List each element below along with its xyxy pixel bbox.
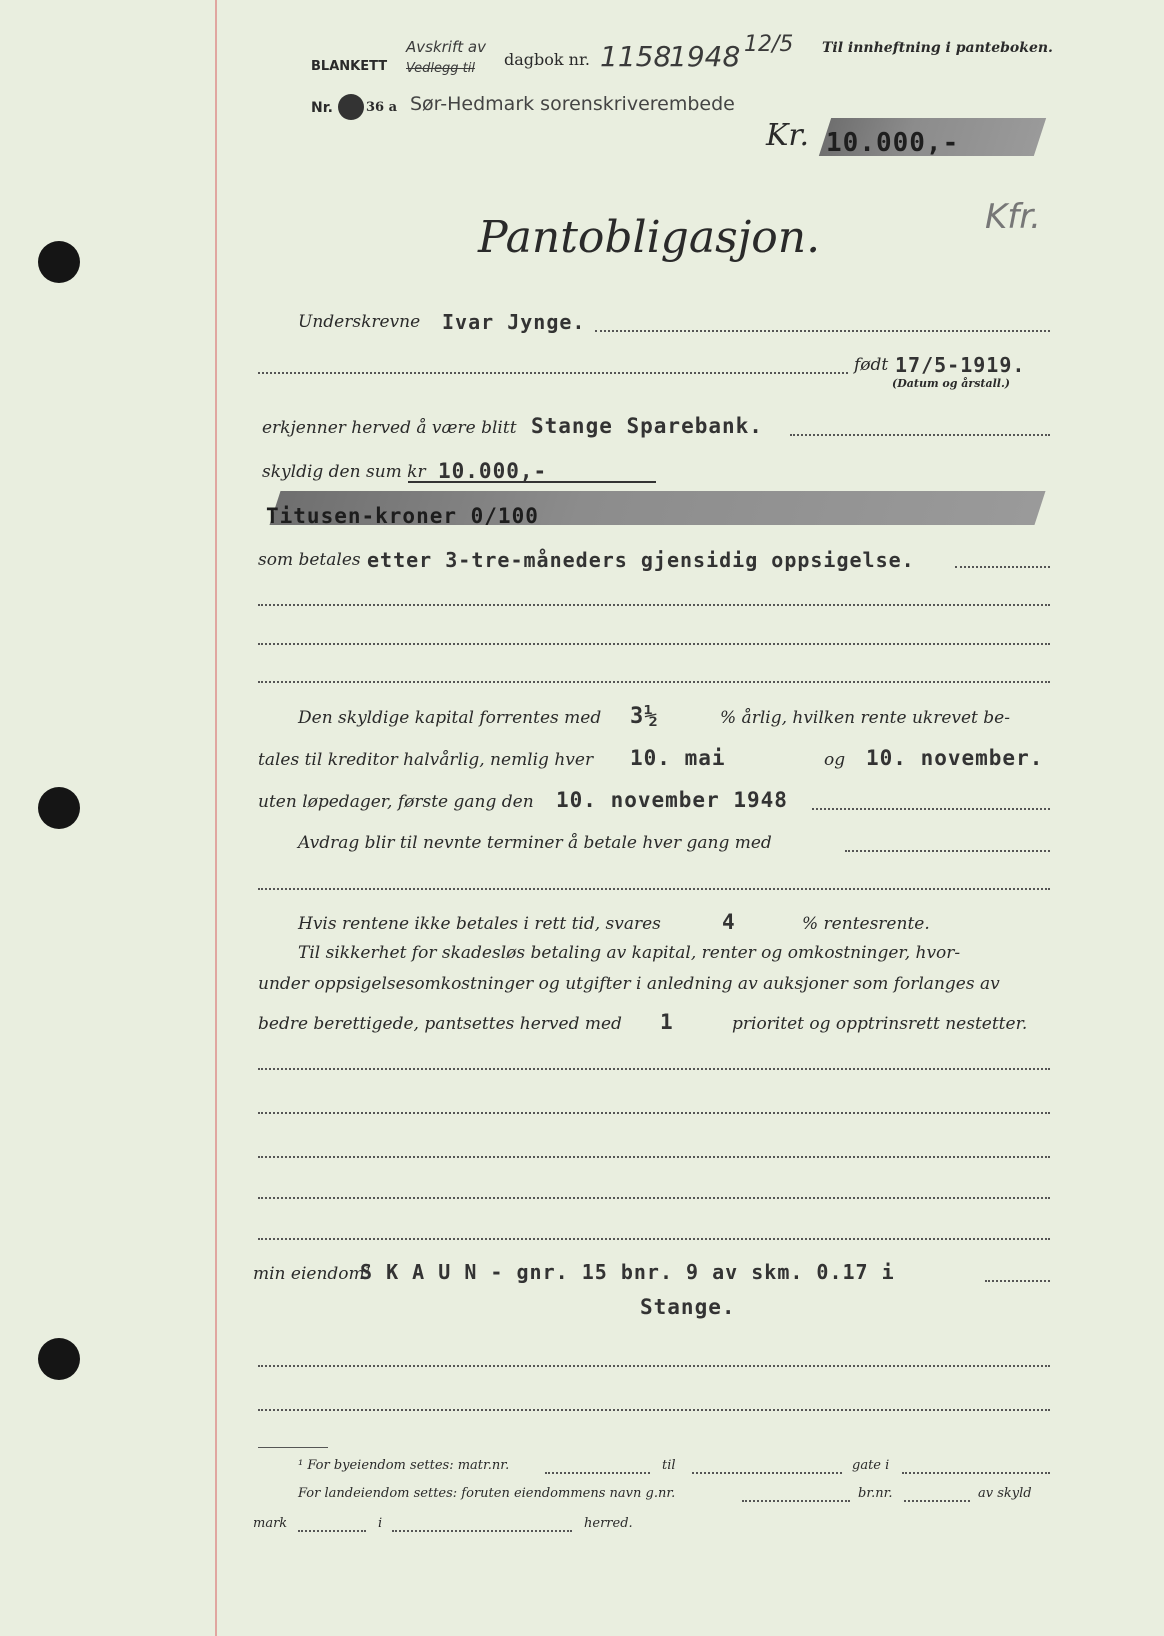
- page-title: Pantobligasjon.: [478, 212, 821, 263]
- kr-amount: 10.000,-: [826, 128, 960, 158]
- office-name: Sør-Hedmark sorenskriverembede: [410, 93, 735, 115]
- creditor-fill: [790, 434, 1050, 436]
- year: 1948: [669, 40, 741, 73]
- security-line-4: [258, 1197, 1050, 1199]
- hvis-b: % rentesrente.: [802, 914, 930, 934]
- footnote-1-gate: gate i: [852, 1458, 890, 1473]
- blankett-label: BLANKETT: [311, 59, 388, 74]
- innheftning-note: Til innheftning i panteboken.: [822, 40, 1053, 56]
- interest-line1-a: Den skyldige kapital forrentes med: [298, 708, 602, 728]
- kfr-note: Kfr.: [985, 197, 1041, 237]
- footnote-1-fill-2: [692, 1472, 842, 1474]
- footnote-3-i: i: [378, 1516, 383, 1531]
- sikkerhet-2: under oppsigelsesomkostninger og utgifter i anledning av auksjoner som forlanges av: [258, 974, 1000, 994]
- first-date-fill: [812, 808, 1050, 810]
- interest-rate: 3½: [630, 704, 659, 729]
- underskrevne-fill: [595, 330, 1050, 332]
- footnote-2-fill-1: [742, 1500, 850, 1502]
- property-line-4: [258, 1409, 1050, 1411]
- footnote-1a: ¹ For byeiendom settes: matr.nr.: [298, 1458, 510, 1473]
- date-mark: 12/5: [744, 32, 794, 57]
- creditor-name: Stange Sparebank.: [531, 414, 763, 438]
- punch-hole-middle: [38, 787, 80, 829]
- property-line2: Stange.: [640, 1295, 736, 1319]
- sikkerhet-3a: bedre berettigede, pantsettes herved med: [258, 1014, 622, 1034]
- footnote-3-herred: herred.: [584, 1516, 633, 1531]
- term-2: 10. november.: [866, 746, 1044, 770]
- blank-line-3: [258, 681, 1050, 683]
- footnote-2: For landeiendom settes: foruten eiendommens navn g.nr.: [298, 1486, 676, 1501]
- skyldig-label: skyldig den sum kr: [262, 462, 426, 482]
- interest-line3-a: uten løpedager, første gang den: [258, 792, 534, 812]
- first-date: 10. november 1948: [556, 788, 788, 812]
- footnote-3-fill-2: [392, 1530, 572, 1532]
- blank-line-1: [258, 604, 1050, 606]
- fodt-fill: [258, 372, 848, 374]
- hvis-a: Hvis rentene ikke betales i rett tid, svares: [298, 914, 661, 934]
- underskrevne-label: Underskrevne: [298, 312, 421, 332]
- footnote-rule: [258, 1447, 328, 1448]
- vedlegg-til: Vedlegg til: [406, 61, 475, 76]
- security-line-1: [258, 1068, 1050, 1070]
- footnote-1-til: til: [662, 1458, 676, 1473]
- kr-label: Kr.: [766, 118, 809, 153]
- sum-value: 10.000,-: [438, 459, 548, 483]
- betales-fill: [955, 566, 1050, 568]
- sikkerhet-3b: prioritet og opptrinsrett nestetter.: [732, 1014, 1028, 1034]
- term-1: 10. mai: [630, 746, 726, 770]
- stamp-seal-icon: [338, 94, 364, 120]
- footnote-2-br: br.nr.: [858, 1486, 893, 1501]
- betales-terms: etter 3-tre-måneders gjensidig oppsigelse.: [367, 548, 915, 572]
- betales-label: som betales: [258, 550, 361, 570]
- footnote-3-fill-1: [298, 1530, 366, 1532]
- priority: 1: [660, 1010, 674, 1034]
- avdrag-fill: [845, 850, 1050, 852]
- dagbok-number: 1158: [600, 40, 672, 73]
- footnote-2-fill-2: [904, 1500, 970, 1502]
- property-line1: S K A U N - gnr. 15 bnr. 9 av skm. 0.17 i: [360, 1260, 895, 1284]
- underskrevne-name: Ivar Jynge.: [442, 310, 586, 334]
- fodt-value: 17/5-1919.: [895, 353, 1026, 377]
- footnote-3-mark: mark: [253, 1516, 288, 1531]
- property-label: min eiendom¹: [253, 1264, 372, 1284]
- term-og: og: [824, 750, 846, 770]
- punch-hole-bottom: [38, 1338, 80, 1380]
- avdrag-text: Avdrag blir til nevnte terminer å betale hver gang med: [298, 833, 772, 853]
- security-line-2: [258, 1112, 1050, 1114]
- form-number: 36 a: [366, 100, 398, 115]
- security-line-5: [258, 1238, 1050, 1240]
- sikkerhet-1: Til sikkerhet for skadesløs betaling av kapital, renter og omkostninger, hvor-: [298, 943, 961, 963]
- penalty-rate: 4: [722, 910, 736, 934]
- punch-hole-top: [38, 241, 80, 283]
- footnote-1-fill-3: [902, 1472, 1050, 1474]
- security-line-3: [258, 1156, 1050, 1158]
- erkjenner-label: erkjenner herved å være blitt: [262, 418, 517, 438]
- interest-line2-a: tales til kreditor halvårlig, nemlig hver: [258, 750, 594, 770]
- fodt-label: født: [854, 355, 889, 375]
- footnote-1-fill-1: [545, 1472, 650, 1474]
- fodt-hint: (Datum og årstall.): [892, 377, 1010, 390]
- footnote-2-av: av skyld: [978, 1486, 1032, 1501]
- blank-line-2: [258, 643, 1050, 645]
- nr-label: Nr.: [311, 100, 333, 116]
- sum-words: Titusen-kroner 0/100: [266, 504, 539, 528]
- sum-underline: [408, 481, 656, 483]
- property-line-3: [258, 1365, 1050, 1367]
- margin-rule: [215, 0, 217, 1636]
- property-fill: [985, 1280, 1050, 1282]
- dagbok-label: dagbok nr.: [504, 50, 590, 69]
- avdrag-line-2: [258, 888, 1050, 890]
- avskrift-av: Avskrift av: [406, 38, 486, 56]
- interest-line1-b: % årlig, hvilken rente ukrevet be-: [720, 708, 1010, 728]
